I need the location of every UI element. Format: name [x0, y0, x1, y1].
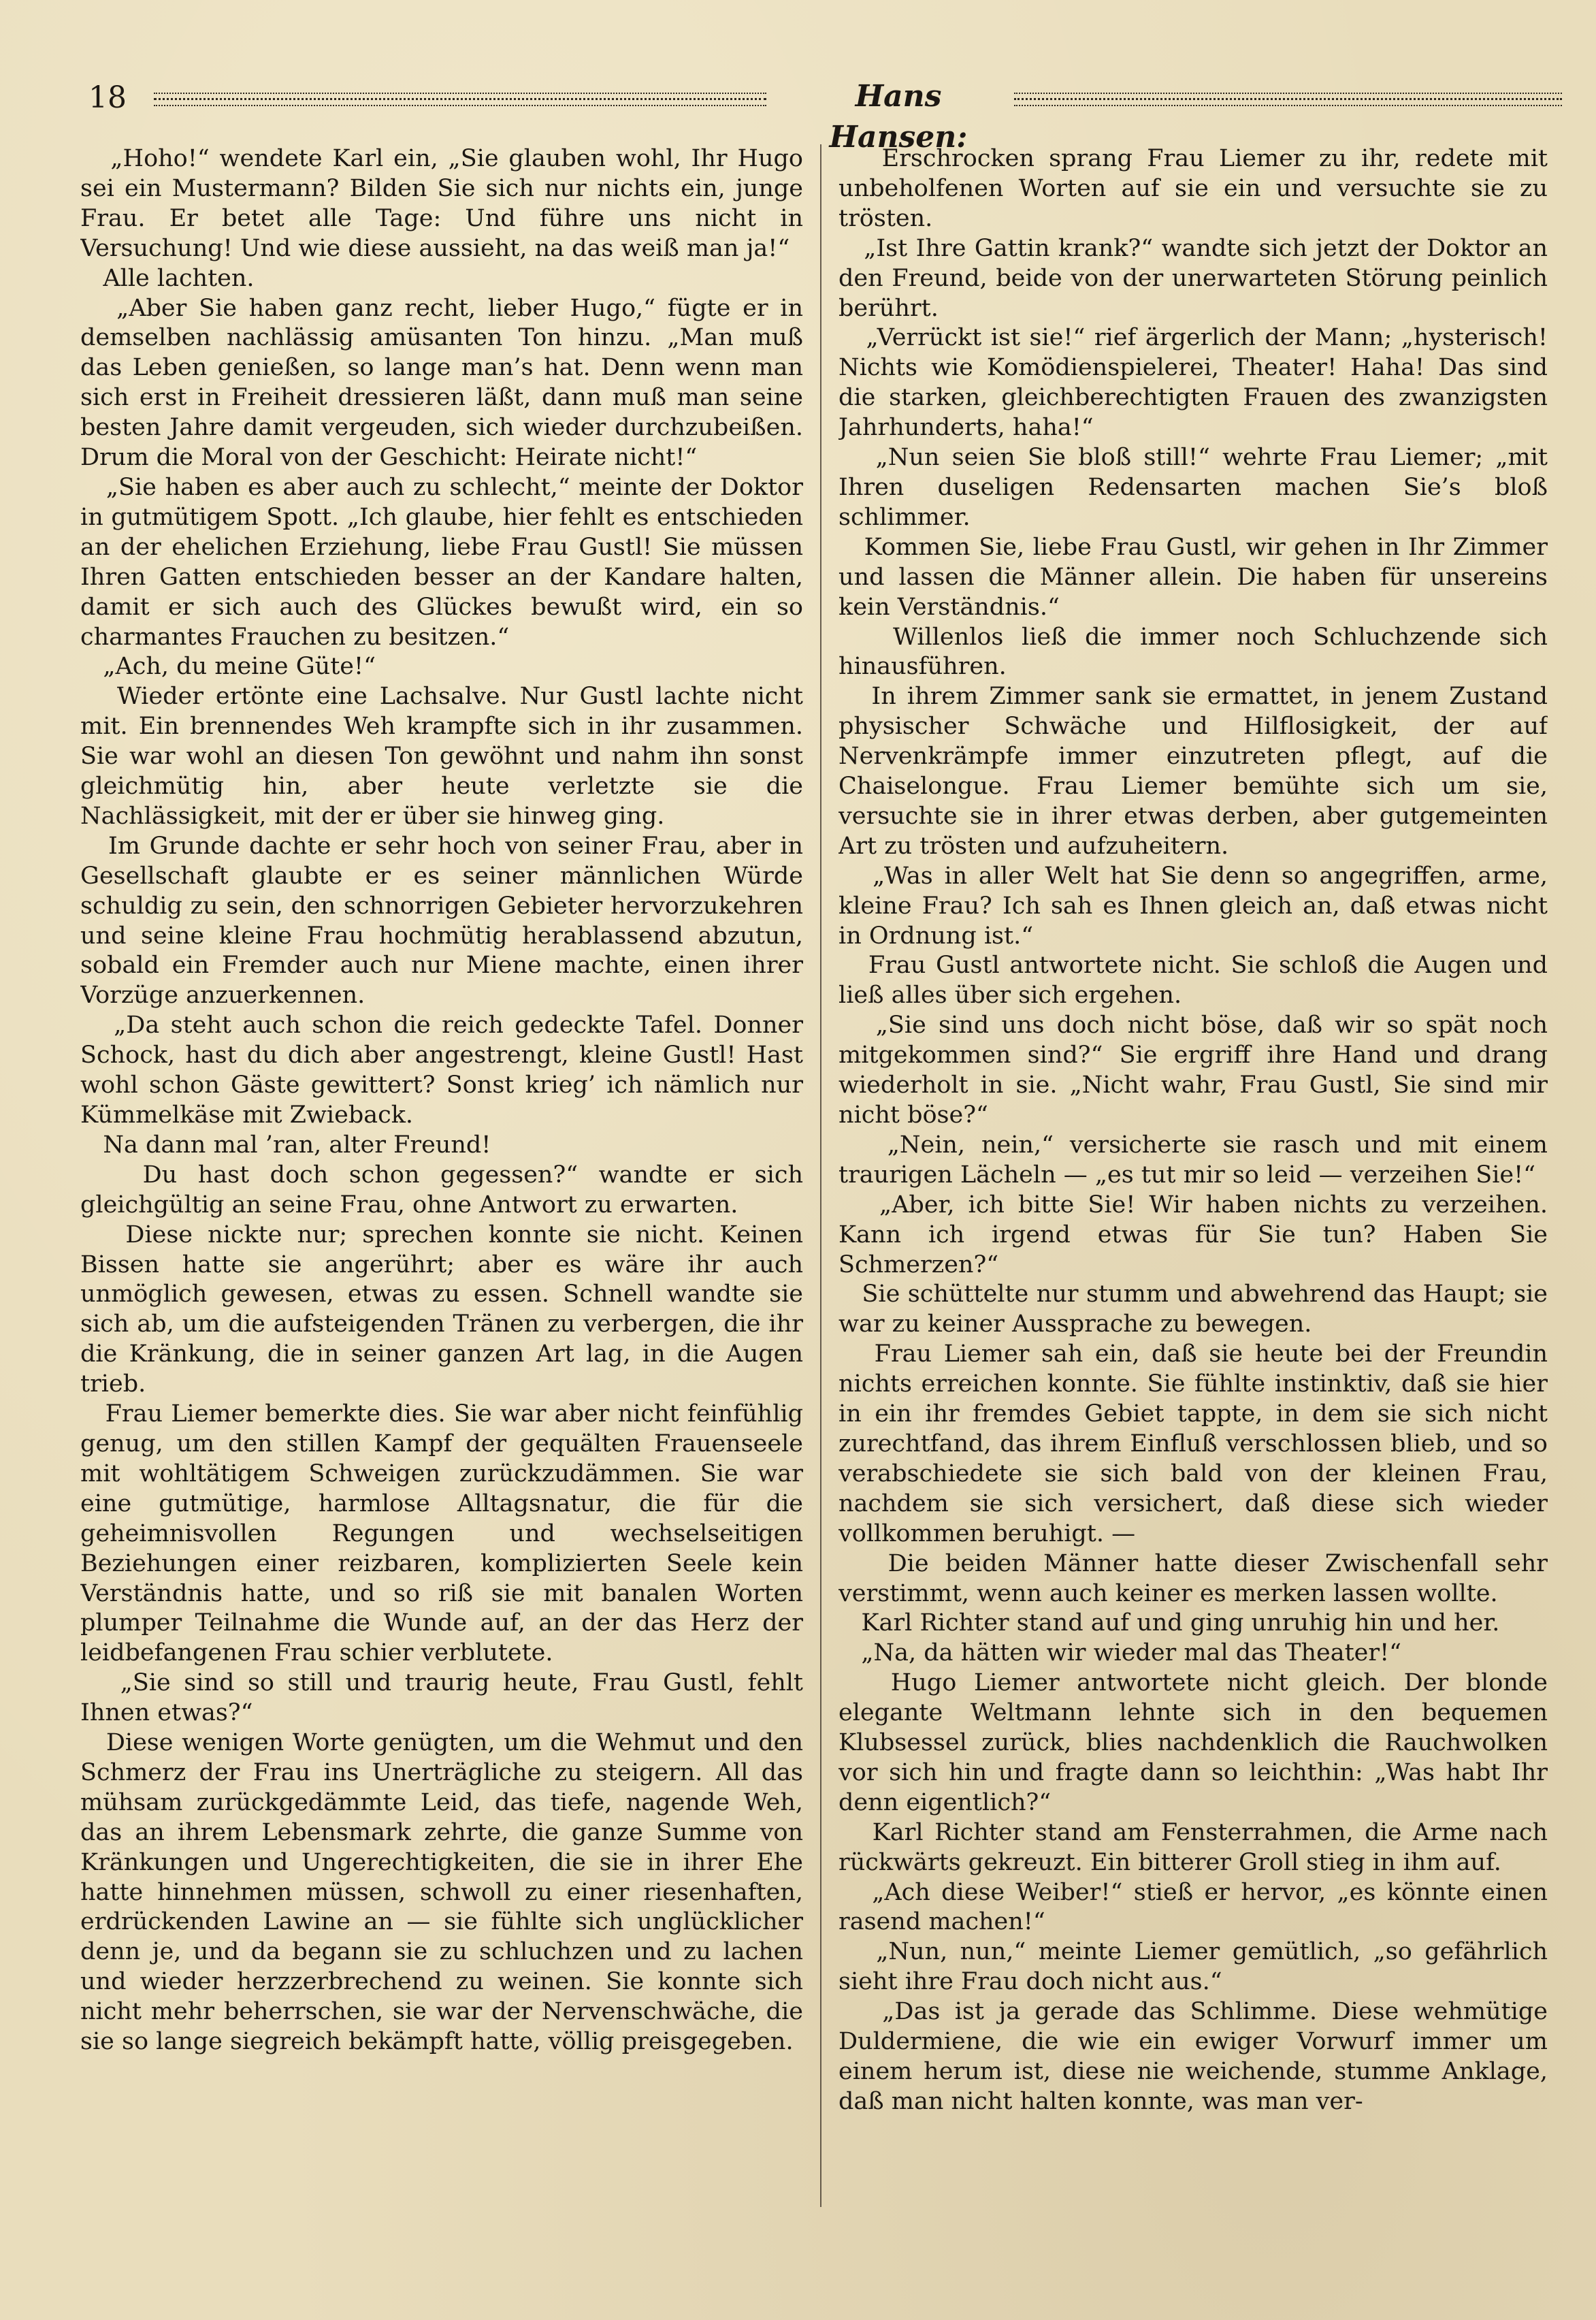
left-column	[80, 144, 803, 2221]
page-header	[88, 76, 1562, 155]
header-ornament-left	[154, 98, 766, 100]
left-column-text: „Hoho!“ wendete Karl ein, „Sie glauben wohl, Ihr Hugo sei ein Mustermann? Bilden Sie sich nur nichts ein, junge Frau. Er betet alle Tage: Und führe uns nicht in Versuchung! Und wie diese aussieht, na das weiß man ja!“ Alle lachten. „Aber Sie haben ganz recht, lieber Hugo,“ fügte er in demselben nachlässig amüsanten Ton hinzu. „Man muß das Leben genießen, so lange man’s hat. Denn wenn man sich erst in Freiheit dressieren läßt, dann muß man seine besten Jahre damit vergeuden, sich wieder durchzubeißen. Drum die Moral von der Geschicht: Heirate nicht!“ „Sie haben es aber auch zu schlecht,“ meinte der Doktor in gutmütigem Spott. „Ich glaube, hier fehlt es entschieden an der ehelichen Erziehung, liebe Frau Gustl! Sie müssen Ihren Gatten entschieden besser an der Kandare halten, damit er sich auch des Glückes bewußt wird, ein so charmantes Frauchen zu besitzen.“ „Ach, du meine Güte!“ Wieder ertönte eine Lachsalve. Nur Gustl lachte nicht mit. Ein brennendes Weh krampfte sich in ihr zusammen. Sie war wohl an diesen Ton gewöhnt und nahm ihn sonst gleichmütig hin, aber heute verletzte sie die Nachlässigkeit, mit der er über sie hinweg ging. Im Grunde dachte er sehr hoch von seiner Frau, aber in Gesellschaft glaubte er es seiner männlichen Würde schuldig zu sein, den schnorrigen Gebieter hervorzukehren und seine kleine Frau hochmütig herablassend abzutun, sobald ein Fremder auch nur Miene machte, einen ihrer Vorzüge anzuerkennen. „Da steht auch schon die reich gedeckte Tafel. Donner Schock, hast du dich aber angestrengt, kleine Gustl! Hast wohl schon Gäste gewittert? Sonst krieg’ ich nämlich nur Kümmelkäse mit Zwieback. Na dann mal ’ran, alter Freund! Du hast doch schon gegessen?“ wandte er sich gleichgültig an seine Frau, ohne Antwort zu erwarten. Diese nickte nur; sprechen konnte sie nicht. Keinen Bissen hatte sie angerührt; aber es wäre ihr auch unmöglich gewesen, etwas zu essen. Schnell wandte sie sich ab, um die aufsteigenden Tränen zu verbergen, die ihr die Kränkung, die in seiner ganzen Art lag, in die Augen trieb. Frau Liemer bemerkte dies. Sie war aber nicht feinfühlig genug, um den stillen Kampf der gequälten Frauenseele mit wohltätigem Schweigen zurückzudämmen. Sie war eine gutmütige, harmlose Alltagsnatur, die für die geheimnisvollen Regungen und wechselseitigen Beziehungen einer reizbaren, komplizierten Seele kein Verständnis hatte, und so riß sie mit banalen Worten plumper Teilnahme die Wunde auf, an der das Herz der leidbefangenen Frau schier verblutete. „Sie sind so still und traurig heute, Frau Gustl, fehlt Ihnen etwas?“ Diese wenigen Worte genügten, um die Wehmut und den Schmerz der Frau ins Unerträgliche zu steigern. All das mühsam zurückgedämmte Leid, das tiefe, nagende Weh, das an ihrem Lebensmark zehrte, die ganze Summe von Kränkungen und Ungerechtigkeiten, die sie in ihrer Ehe hatte hinnehmen müssen, schwoll zu einer riesenhaften, erdrückenden Lawine an — sie fühlte sich unglücklicher denn je, und da begann sie zu schluchzen und zu lachen und wieder herzzerbrechend zu weinen. Sie konnte sich nicht mehr beherrschen, sie war der Nervenschwäche, die sie so lange siegreich bekämpft hatte, völlig preisgegeben.	[80, 145, 803, 2056]
column-divider	[820, 144, 821, 2207]
right-column	[838, 144, 1548, 2221]
page-number: 18	[88, 80, 127, 115]
right-column-text: Erschrocken sprang Frau Liemer zu ihr, redete mit unbeholfenen Worten auf sie ein und versuchte sie zu trösten. „Ist Ihre Gattin krank?“ wandte sich jetzt der Doktor an den Freund, beide von der unerwarteten Störung peinlich berührt. „Verrückt ist sie!“ rief ärgerlich der Mann; „hysterisch! Nichts wie Komödienspielerei, Theater! Haha! Das sind die starken, gleichberechtigten Frauen des zwanzigsten Jahrhunderts, haha!“ „Nun seien Sie bloß still!“ wehrte Frau Liemer; „mit Ihren duseligen Redensarten machen Sie’s bloß schlimmer. Kommen Sie, liebe Frau Gustl, wir gehen in Ihr Zimmer und lassen die Männer allein. Die haben für unsereins kein Verständnis.“ Willenlos ließ die immer noch Schluchzende sich hinausführen. In ihrem Zimmer sank sie ermattet, in jenem Zustand physischer Schwäche und Hilflosigkeit, der auf Nervenkrämpfe immer einzutreten pflegt, auf die Chaiselongue. Frau Liemer bemühte sich um sie, versuchte sie in ihrer etwas derben, aber gutgemeinten Art zu trösten und aufzuheitern. „Was in aller Welt hat Sie denn so angegriffen, arme, kleine Frau? Ich sah es Ihnen gleich an, daß etwas nicht in Ordnung ist.“ Frau Gustl antwortete nicht. Sie schloß die Augen und ließ alles über sich ergehen. „Sie sind uns doch nicht böse, daß wir so spät noch mitgekommen sind?“ Sie ergriff ihre Hand und drang wiederholt in sie. „Nicht wahr, Frau Gustl, Sie sind mir nicht böse?“ „Nein, nein,“ versicherte sie rasch und mit einem traurigen Lächeln — „es tut mir so leid — verzeihen Sie!“ „Aber, ich bitte Sie! Wir haben nichts zu verzeihen. Kann ich irgend etwas für Sie tun? Haben Sie Schmerzen?“ Sie schüttelte nur stumm und abwehrend das Haupt; sie war zu keiner Aussprache zu bewegen. Frau Liemer sah ein, daß sie heute bei der Freundin nichts erreichen konnte. Sie fühlte instinktiv, daß sie hier in ein ihr fremdes Gebiet tappte, in dem sie sich nicht zurechtfand, das ihrem Einfluß verschlossen blieb, und so verabschiedete sie sich bald von der kleinen Frau, nachdem sie sich versichert, daß diese sich wieder vollkommen beruhigt. — Die beiden Männer hatte dieser Zwischenfall sehr verstimmt, wenn auch keiner es merken lassen wollte. Karl Richter stand auf und ging unruhig hin und her. „Na, da hätten wir wieder mal das Theater!“ Hugo Liemer antwortete nicht gleich. Der blonde elegante Weltmann lehnte sich in den bequemen Klubsessel zurück, blies nachdenklich die Rauchwolken vor sich hin und fragte dann so leichthin: „Was habt Ihr denn eigentlich?“ Karl Richter stand am Fensterrahmen, die Arme nach rückwärts gekreuzt. Ein bitterer Groll stieg in ihm auf. „Ach diese Weiber!“ stieß er hervor, „es könnte einen rasend machen!“ „Nun, nun,“ meinte Liemer gemütlich, „so gefährlich sieht ihre Frau doch nicht aus.“ „Das ist ja gerade das Schlimme. Diese wehmütige Duldermiene, die wie ein ewiger Vorwurf immer um einem herum ist, diese nie weichende, stumme Anklage, daß man nicht halten konnte, was man ver-	[838, 145, 1548, 2115]
running-title: Hans Hansen:	[829, 79, 968, 155]
header-ornament-right	[1014, 98, 1562, 100]
